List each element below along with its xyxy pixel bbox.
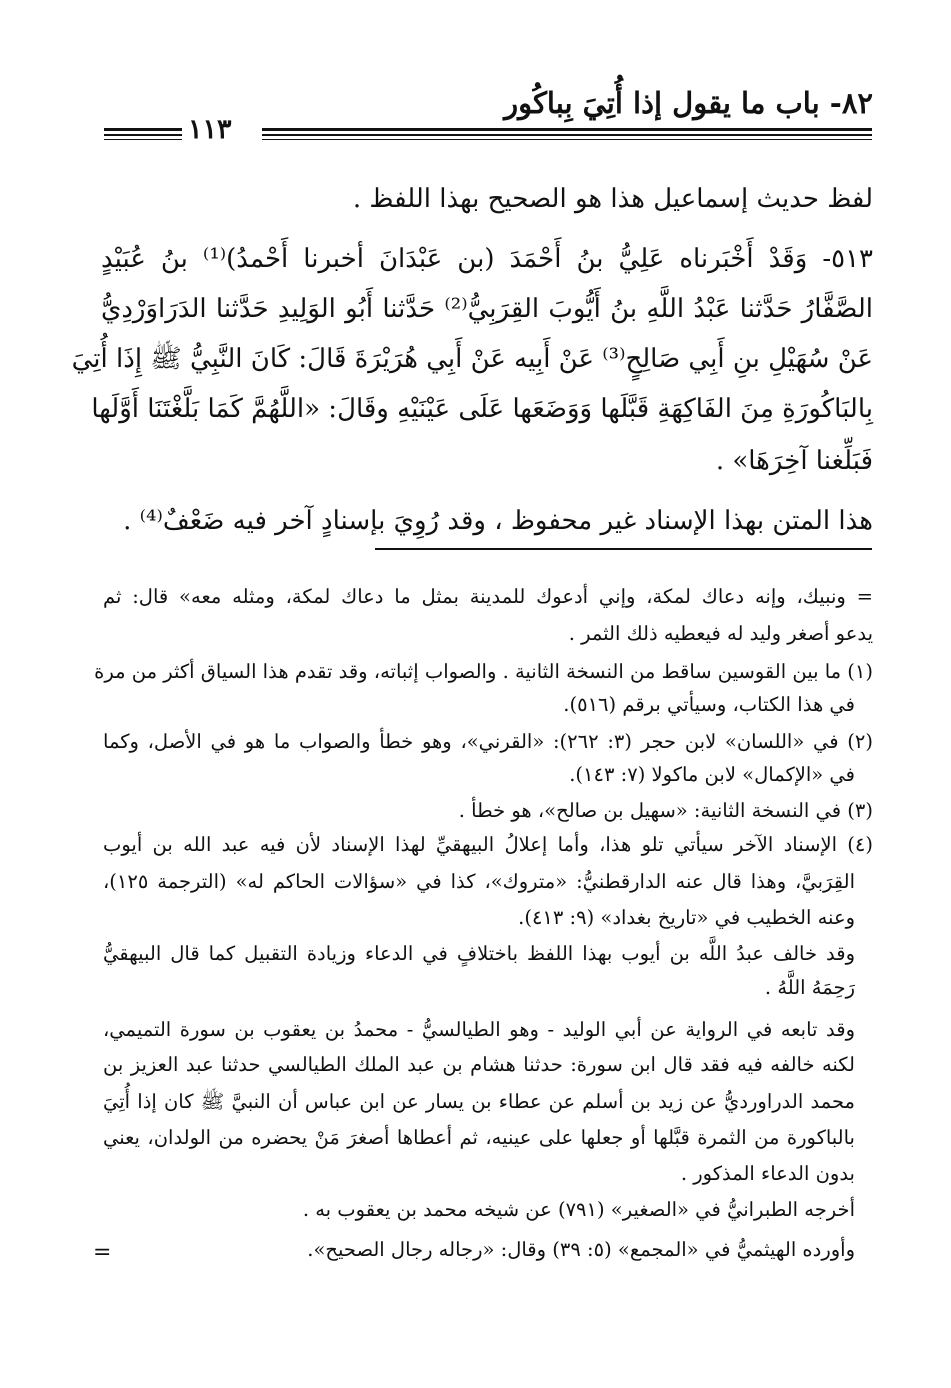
footnote-4: (٤) الإسناد الآخر سيأتي تلو هذا، وأما إعلالُ البيهقيِّ لهذا الإسناد لأن فيه عبد الله بن أيوب xyxy=(103,833,873,856)
footnote-line: أخرجه الطبرانيُّ في «الصغير» (٧٩١) عن شيخه محمد بن يعقوب به . xyxy=(302,1198,855,1221)
footnote-line: القِرَبيَّ، وهذا قال عنه الدارقطنيُّ: «متروك»، كذا في «سؤالات الحاكم له» (الترجمة ١٢٥)، xyxy=(103,870,855,893)
main-line: عَنْ سُهَيْلِ بنِ أَبِي صَالِحٍ⁽³⁾ عَنْ أَبِيه عَنْ أَبِي هُرَيْرَةَ قَالَ: كَانَ النَّبِيُّ ﷺ إِذَا أُتِيَ xyxy=(71,344,873,374)
main-line: الصَّفَّارُ حَدَّثنا عَبْدُ اللَّهِ بنُ أَيُّوبَ القِرَبِيُّ⁽²⁾ حَدَّثنا أَبُو الوَلِيدِ حَدَّثنا الدَرَاوَرْدِيُّ xyxy=(101,294,873,324)
footnote-line: بالباكورة من الثمرة قبَّلها أو جعلها على عينيه، ثم أعطاها أصغرَ مَنْ يحضره من الولدان، يعني xyxy=(103,1126,855,1149)
footnote-line: وقد تابعه في الرواية عن أبي الوليد - وهو الطيالسيُّ - محمدُ بن يعقوب بن سورة التميمي، xyxy=(103,1018,855,1041)
main-line: لفظ حديث إسماعيل هذا هو الصحيح بهذا اللفظ . xyxy=(352,184,873,214)
footnote-1: (١) ما بين القوسين ساقط من النسخة الثانية . والصواب إثباته، وقد تقدم هذا السياق أكثر من مرة xyxy=(94,660,873,683)
footnote-2: (٢) في «اللسان» لابن حجر (٣: ٢٦٢): «القرني»، وهو خطأ والصواب ما هو في الأصل، وكما xyxy=(103,730,873,753)
main-line: ٥١٣- وَقَدْ أَخْبَرناه عَلِيُّ بنُ أَحْمَدَ (بن عَبْدَانَ أخبرنا أَحْمدُ)⁽¹⁾ بنُ عُبَيْدٍ xyxy=(101,244,874,274)
footnote-3: (٣) في النسخة الثانية: «سهيل بن صالح»، هو خطأ . xyxy=(458,799,873,822)
continuation-mark: = xyxy=(93,1240,112,1265)
main-line: فَبَلِّغنا آخِرَهَا» . xyxy=(715,446,873,476)
footnote-line: محمد الدراورديُّ عن زيد بن أسلم عن عطاء بن يسار عن ابن عباس أن النبيَّ ﷺ كان إذا أُتِيَ xyxy=(103,1090,855,1113)
footnote-line: بدون الدعاء المذكور . xyxy=(680,1162,855,1185)
footnote-line: وقد خالف عبدُ اللَّه بن أيوب بهذا اللفظ باختلافٍ في الدعاء وزيادة التقبيل كما قال البيهقيُّ xyxy=(103,942,855,965)
page-number: ١١٣ xyxy=(188,114,232,145)
footnote-line: في «الإكمال» لابن ماكولا (٧: ١٤٣). xyxy=(569,763,855,786)
footnote-line: = ونبيك، وإنه دعاك لمكة، وإني أدعوك للمدينة بمثل ما دعاك لمكة، ومثله معه» قال: ثم xyxy=(103,585,873,608)
main-line: بِالبَاكُورَةِ مِنَ الفَاكِهَةِ قَبَّلَها وَوَضَعَها عَلَى عَيْنَيْهِ وقَالَ: «اللَّهُمَّ كَمَا بَلَّغْتَنَا أَوَّلَها xyxy=(91,394,873,424)
main-line: هذا المتن بهذا الإسناد غير محفوظ ، وقد رُوِيَ بإسنادٍ آخر فيه ضَعْفٌ⁽⁴⁾ . xyxy=(123,506,873,536)
footnote-line: رَحِمَهُ اللَّهُ . xyxy=(764,976,855,999)
footnote-line: في هذا الكتاب، وسيأتي برقم (٥١٦). xyxy=(563,693,855,716)
footnote-line: لكنه خالفه فيه فقد قال ابن سورة: حدثنا هشام بن عبد الملك الطيالسي حدثنا عبد العزيز بن xyxy=(103,1053,855,1076)
footnote-line: وأورده الهيثميُّ في «المجمع» (٥: ٣٩) وقال: «رجاله رجال الصحيح». xyxy=(307,1238,855,1261)
footnote-line: وعنه الخطيب في «تاريخ بغداد» (٩: ٤١٣). xyxy=(518,906,855,929)
footnotes xyxy=(71,0,873,1300)
chapter-title: ٨٢- باب ما يقول إذا أُتِيَ بِباكُور xyxy=(504,86,873,120)
footnote-line: يدعو أصغر وليد له فيعطيه ذلك الثمر . xyxy=(568,622,873,645)
